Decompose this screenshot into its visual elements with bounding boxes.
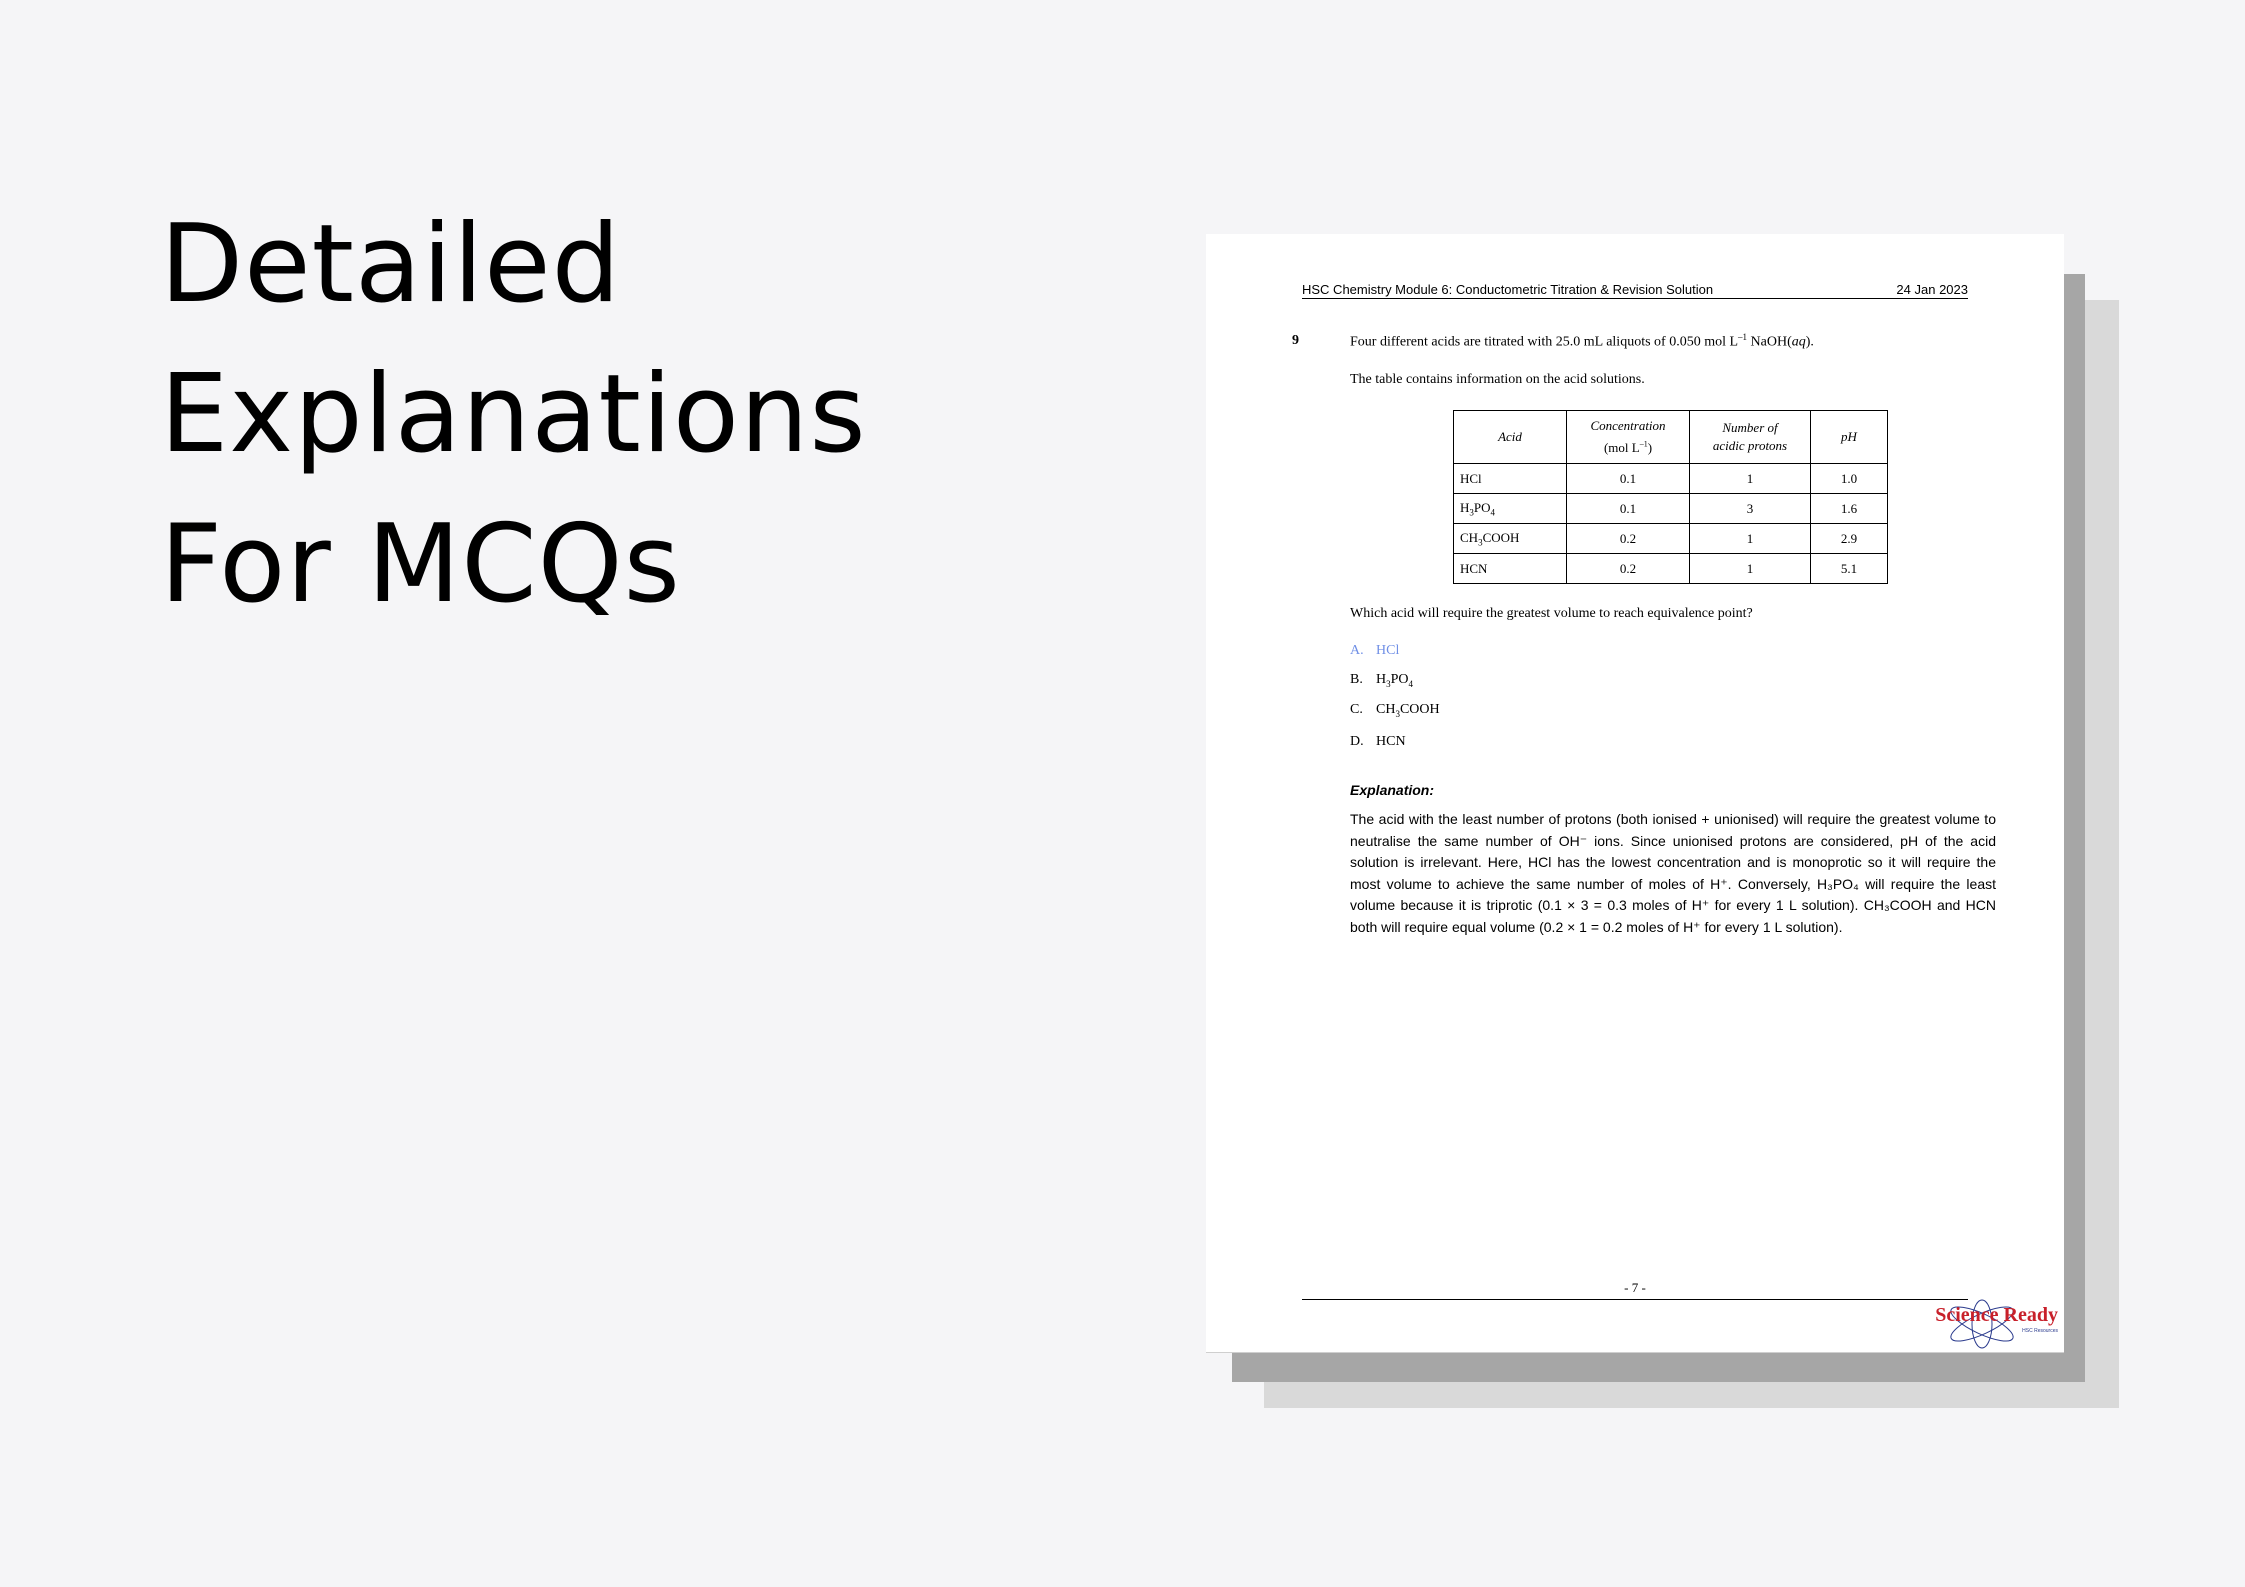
acid-tail: PO — [1473, 499, 1491, 515]
cell-ph: 5.1 — [1811, 554, 1888, 584]
option-letter: B. — [1350, 672, 1363, 687]
acid-sub: 3 — [1469, 507, 1474, 518]
option-b — [1350, 672, 1413, 689]
option-text: HCl — [1376, 643, 1400, 658]
option-c — [1350, 702, 1440, 719]
conc-unit-sup: –1 — [1639, 439, 1648, 449]
col-header-protons — [1690, 411, 1811, 464]
acid-tail: COOH — [1482, 529, 1520, 545]
protons-label-1: Number of — [1722, 420, 1778, 435]
conc-unit-a: (mol L — [1603, 439, 1640, 455]
cell-acid — [1454, 464, 1567, 494]
question-text-c: ). — [1805, 334, 1814, 350]
cell-ph: 2.9 — [1811, 524, 1888, 554]
option-text-tail: PO — [1390, 672, 1409, 687]
acid-formula: CH — [1460, 529, 1479, 545]
col-header-ph: pH — [1811, 411, 1888, 464]
option-text: HCN — [1376, 734, 1406, 749]
conc-unit — [1604, 440, 1652, 455]
question-text-aq: aq — [1791, 334, 1806, 350]
conc-label: Concentration — [1590, 418, 1666, 434]
cell-acid — [1454, 524, 1567, 554]
option-letter: D. — [1350, 734, 1364, 749]
table-row — [1454, 524, 1888, 554]
option-text: CH — [1376, 702, 1396, 717]
question-text-b: NaOH( — [1747, 334, 1792, 350]
cell-concentration: 0.2 — [1567, 554, 1690, 584]
header-date: 24 Jan 2023 — [1896, 282, 1968, 297]
table-row — [1454, 494, 1888, 524]
cell-concentration: 0.1 — [1567, 494, 1690, 524]
acid-sub: 3 — [1478, 537, 1483, 548]
header-title: HSC Chemistry Module 6: Conductometric Titration & Revision Solution — [1302, 282, 1714, 297]
page-header — [1302, 280, 1968, 299]
cell-protons: 1 — [1690, 554, 1811, 584]
logo-wordmark: Science Ready — [1935, 1304, 2058, 1326]
question-text-a: Four different acids are titrated with 25.0 mL aliquots of 0.050 mol L — [1350, 334, 1739, 350]
explanation-heading: Explanation: — [1350, 782, 1435, 798]
cell-ph: 1.6 — [1811, 494, 1888, 524]
cell-protons: 1 — [1690, 524, 1811, 554]
acid-formula: HCl — [1460, 470, 1482, 486]
col-header-concentration — [1567, 411, 1690, 464]
question-text — [1350, 332, 1814, 351]
acid-formula: H — [1460, 499, 1470, 515]
acid-sub-2: 4 — [1490, 507, 1496, 518]
explanation-text: The acid with the least number of protons (both ionised + unionised) will require the greatest volume to neutralise the same number of OH⁻ ions. Since unionised protons are considered, pH of the acid solution is irrelevant. Here, HCl has the lowest concentration and is monoprotic so it will require the most volume to achieve the same number of moles of H⁺. Conversely, H₃PO₄ will require the least volume because it is triprotic (0.1 × 3 = 0.3 moles of H⁺ for every 1 L solution). CH₃COOH and HCN both will require equal volume (0.2 × 1 = 0.2 moles of H⁺ for every 1 L solution). — [1350, 811, 1996, 935]
cell-acid — [1454, 494, 1567, 524]
cell-acid — [1454, 554, 1567, 584]
acid-formula: HCN — [1460, 560, 1488, 576]
cell-concentration: 0.1 — [1567, 464, 1690, 494]
table-row — [1454, 554, 1888, 584]
headline-line-1: Detailed — [160, 202, 622, 327]
option-a — [1350, 643, 1399, 659]
headline-line-3: For MCQs — [160, 502, 681, 627]
table-row — [1454, 464, 1888, 494]
option-text-tail: COOH — [1399, 702, 1440, 717]
option-d — [1350, 734, 1406, 750]
logo-tagline: HSC Resources — [2022, 1328, 2058, 1334]
option-sub: 3 — [1386, 678, 1391, 689]
question-text-sup: –1 — [1738, 332, 1748, 342]
page-number: - 7 - — [1624, 1280, 1646, 1295]
question-number: 9 — [1292, 333, 1299, 348]
option-letter: C. — [1350, 702, 1363, 717]
headline-line-2: Explanations — [160, 352, 867, 477]
option-sub: 3 — [1395, 708, 1400, 719]
protons-label-2: acidic protons — [1712, 438, 1788, 453]
question-intro: The table contains information on the acid solutions. — [1350, 372, 1645, 387]
cell-protons: 1 — [1690, 464, 1811, 494]
option-sub-2: 4 — [1408, 678, 1414, 689]
cell-protons: 3 — [1690, 494, 1811, 524]
option-letter: A. — [1350, 643, 1364, 658]
footer-rule — [1302, 1299, 1968, 1300]
acid-table — [1453, 410, 1888, 584]
option-text: H — [1376, 672, 1387, 687]
question-prompt: Which acid will require the greatest volume to reach equivalence point? — [1350, 606, 1753, 621]
headline — [160, 190, 867, 640]
cell-ph: 1.0 — [1811, 464, 1888, 494]
document-page — [1206, 234, 2064, 1353]
conc-unit-b: ) — [1647, 439, 1653, 455]
col-header-acid: Acid — [1454, 411, 1567, 464]
cell-concentration: 0.2 — [1567, 524, 1690, 554]
